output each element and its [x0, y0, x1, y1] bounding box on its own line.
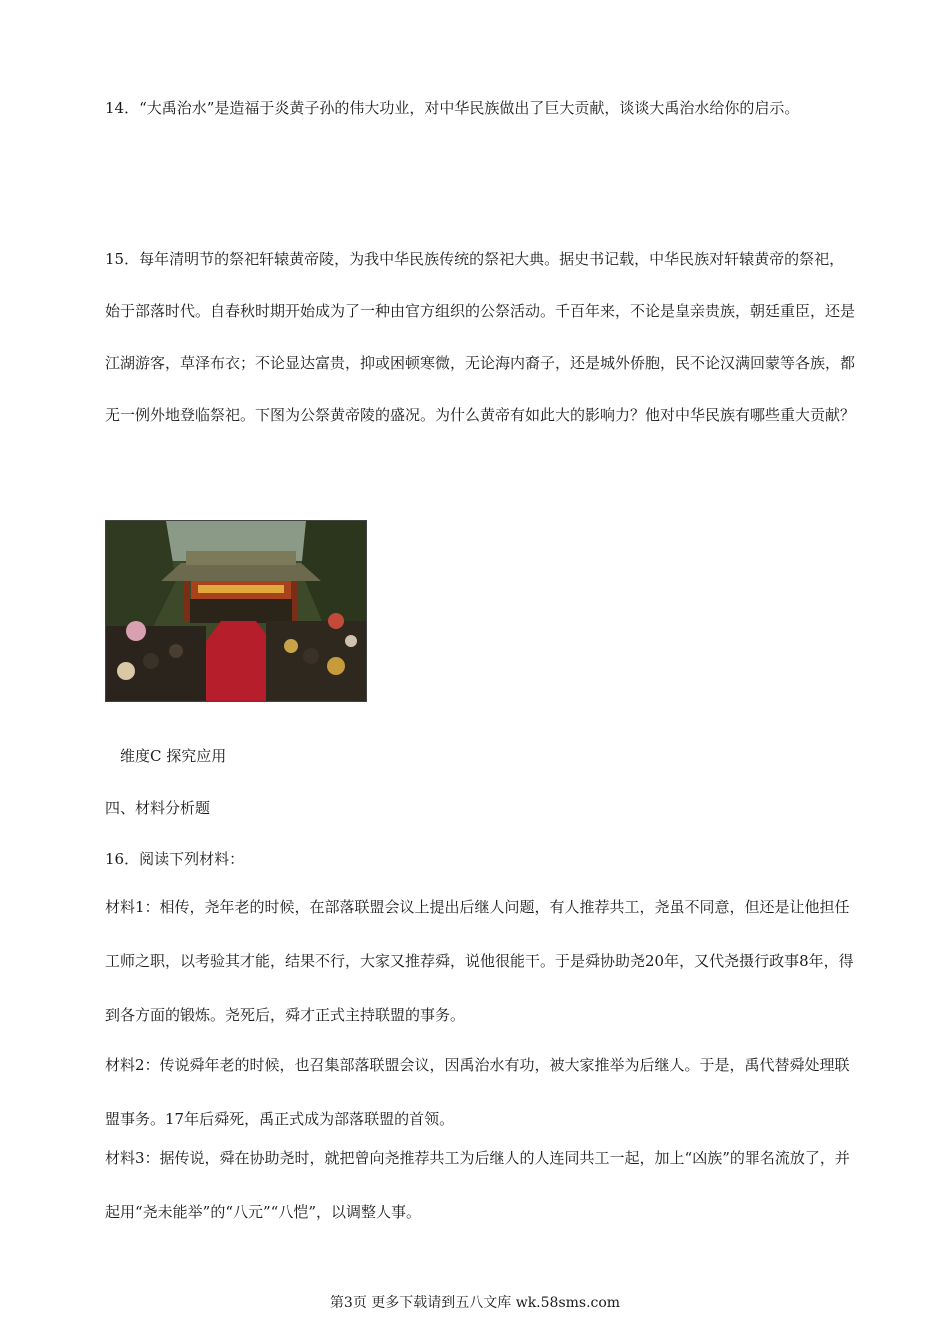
page-footer: 第3页 更多下载请到五八文库 wk.58sms.com	[329, 1295, 621, 1311]
question-16: 16．阅读下列材料：	[105, 850, 245, 868]
material-1: 材料1：相传，尧年老的时候，在部落联盟会议上提出后继人问题，有人推荐共工，尧虽不同意，但还是让他担任工师之职，以考验其才能，结果不行，大家又推荐舜，说他很能干。于是舜协助尧20年，又代尧摄行政事8年，得到各方面的锻炼。尧死后，舜才正式主持联盟的事务。	[105, 898, 854, 1024]
material-3: 材料3：据传说，舜在协助尧时，就把曾向尧推荐共工为后继人的人连同共工一起，加上“凶族”的罪名流放了，并起用“尧未能举”的“八元”“八恺”，以调整人事。	[105, 1149, 850, 1221]
question-15: 15．每年清明节的祭祀轩辕黄帝陵，为我中华民族传统的祭祀大典。据史书记载，中华民族对轩辕黄帝的祭祀，始于部落时代。自春秋时期开始成为了一种由官方组织的公祭活动。千百年来，不论是皇亲贵族，朝廷重臣，还是江湖游客，草泽布衣；不论显达富贵，抑或困顿寒微，无论海内裔子，还是城外侨胞，民不论汉满回蒙等各族，都无一例外地登临祭祀。下图为公祭黄帝陵的盛况。为什么黄帝有如此大的影响力？他对中华民族有哪些重大贡献？	[105, 250, 856, 424]
dimension-label: 维度C 探究应用	[120, 747, 227, 765]
ceremony-photo	[105, 520, 367, 702]
section-heading: 四、材料分析题	[105, 799, 211, 817]
question-14: 14．“大禹治水”是造福于炎黄子孙的伟大功业，对中华民族做出了巨大贡献，谈谈大禹治水给你的启示。	[105, 99, 800, 117]
material-2: 材料2：传说舜年老的时候，也召集部落联盟会议，因禹治水有功，被大家推举为后继人。于是，禹代替舜处理联盟事务。17年后舜死，禹正式成为部落联盟的首领。	[105, 1056, 850, 1128]
